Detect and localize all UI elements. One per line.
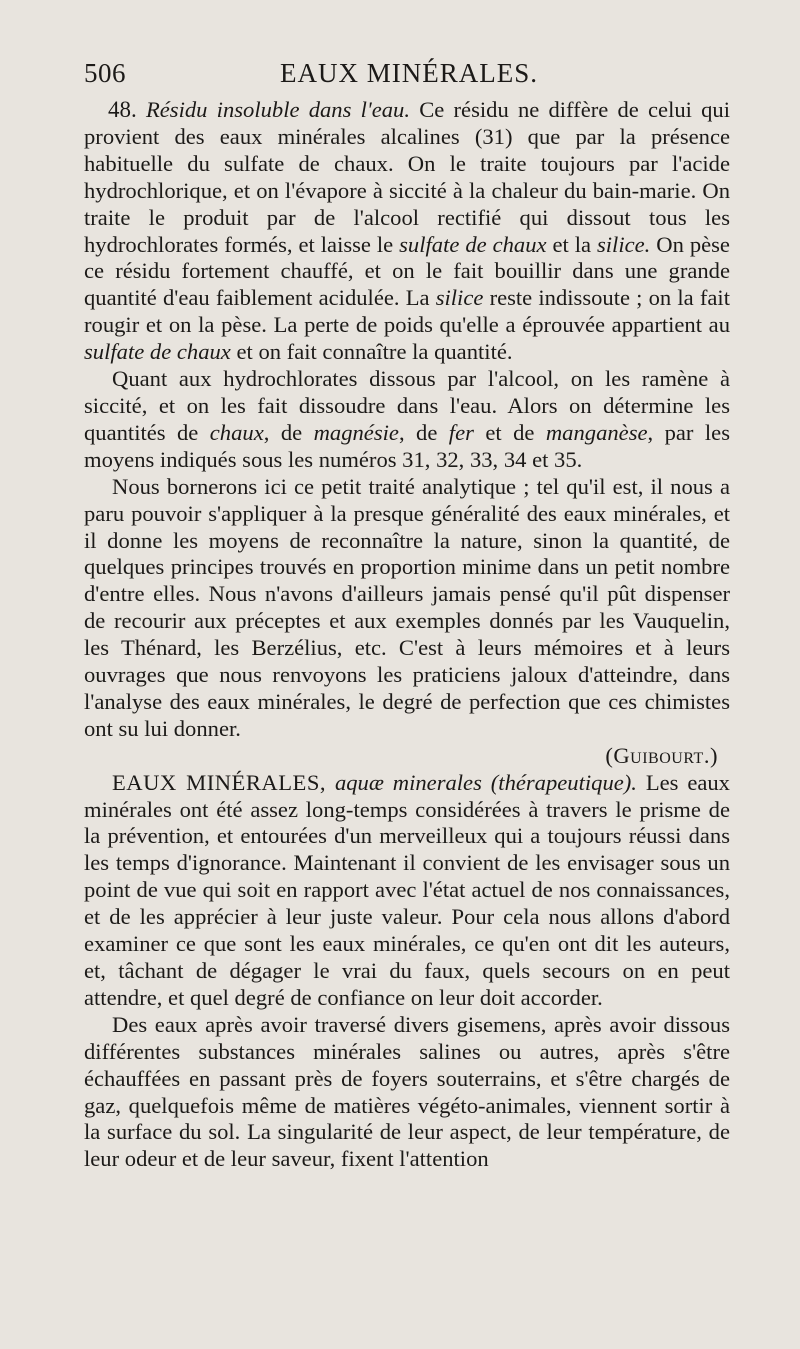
section-title: Résidu insoluble dans l'eau. xyxy=(145,97,410,122)
entry-latin-name: aquæ minerales xyxy=(334,769,482,795)
page-number: 506 xyxy=(84,58,126,88)
paragraph-48: 48. Résidu insoluble dans l'eau. Ce résidu ne diffère de celui qui provient des eaux minérales alcalines (31) que par la présence habituelle du sulfate de chaux. On le traite toujours par l'acide hydrochlorique, et on l'évapore à siccité à la chaleur du bain-marie. On traite le produit par de l'alcool rectifié qui dissout tous les hydrochlorates formés, et laisse le sulfate de chaux et la silice. On pèse ce résidu fortement chauffé, et on le fait bouillir dans une grande quantité d'eau faiblement acidulée. La silice reste indissoute ; on la fait rougir et on la pèse. La perte de poids qu'elle a éprouvée appartient au sulfate de chaux et on fait connaître la quantité. xyxy=(84,97,731,365)
section-number: 48. xyxy=(108,97,137,122)
entry-heading: EAUX MINÉRALES, xyxy=(112,769,327,795)
running-title: EAUX MINÉRALES. xyxy=(280,58,538,88)
paragraph-hydrochlorates: Quant aux hydrochlorates dissous par l'alcool, on les ramène à siccité, et on les fait dissoudre dans l'eau. Alors on détermine les quantités de chaux, de magnésie, de fer et de manganèse, par les moyens indiqués sous les numéros 31, 32, 33, 34 et 35. xyxy=(84,366,730,472)
paragraph-conclusion: Nous bornerons ici ce petit traité analytique ; tel qu'il est, il nous a paru pouvoir s'appliquer à la presque généralité des eaux minérales, et il donne les moyens de reconnaître la nature, sinon la quantité, de quelques principes trouvés en proportion minime dans un petit nombre d'entre elles. Nous n'avons d'ailleurs jamais pensé qu'il pût dispenser de recourir aux préceptes et aux exemples donnés par les Vauquelin, les Thénard, les Berzélius, etc. C'est à leurs mémoires et à leurs ouvrages que nous renvoyons les praticiens jaloux d'atteindre, dans l'analyse des eaux minérales, le degré de perfection que ces chimistes ont su lui donner. xyxy=(84,473,730,741)
entry-paragraph-2: Des eaux après avoir traversé divers gisemens, après avoir dissous différentes substances minérales salines ou autres, après s'être échauffées en passant près de foyers souterrains, et s'être chargés de gaz, quelquefois même de matières végéto-animales, viennent sortir à la surface du sol. La singularité de leur aspect, de leur température, de leur odeur et de leur saveur, fixent l'attention xyxy=(84,1011,730,1172)
entry-qualifier: (thérapeutique). xyxy=(490,769,637,795)
entry-intro-paragraph: EAUX MINÉRALES, aquæ minerales (thérapeutique). Les eaux minérales ont été assez long-temps considérées à travers le prisme de la prévention, et entourées d'un merveilleux qui a toujours réussi dans les temps d'ignorance. Maintenant il convient de les envisager sous un point de vue qui soit en rapport avec l'état actuel de nos connaissances, et de les apprécier à leur juste valeur. Pour cela nous allons d'abord examiner ce que sont les eaux minérales, ce qu'en ont dit les auteurs, et, tâchant de dégager le vrai du faux, quels secours on en peut attendre, et quel degré de confiance on leur doit accorder. xyxy=(84,769,730,1010)
page-body xyxy=(84,97,730,1173)
author-signature: (Guibourt.) xyxy=(605,742,718,768)
page-header xyxy=(84,58,734,94)
